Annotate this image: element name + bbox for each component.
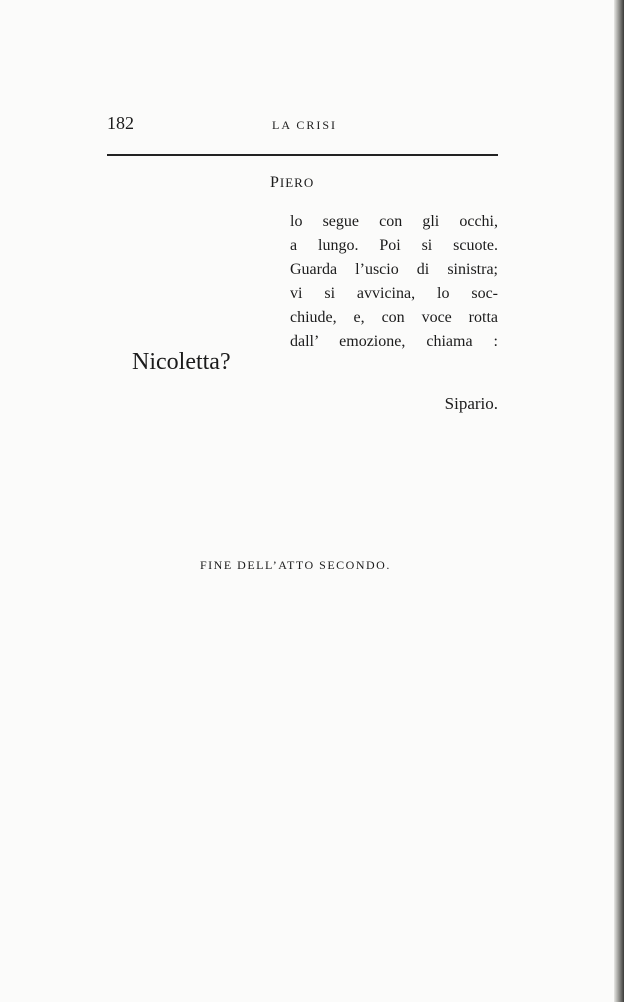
- stage-direction-line: dall’ emozione, chiama :: [290, 333, 498, 350]
- speaker-name: [270, 174, 314, 192]
- dialogue-line: Nicoletta?: [132, 349, 231, 375]
- header-rule: [107, 154, 498, 156]
- curtain-direction: Sipario.: [444, 394, 498, 413]
- speaker-rest: IERO: [279, 175, 315, 190]
- stage-direction-line: chiude, e, con voce rotta: [290, 309, 498, 326]
- speaker-initial: P: [270, 174, 280, 191]
- page-edge-shadow: [614, 0, 624, 1002]
- stage-direction-line: lo segue con gli occhi,: [290, 213, 498, 230]
- stage-direction: [290, 210, 498, 354]
- stage-direction-line: vi si avvicina, lo soc-: [290, 285, 498, 302]
- page-header: [107, 113, 498, 139]
- end-of-act: FINE DELL’ATTO SECONDO.: [200, 558, 391, 572]
- stage-direction-line: Guarda l’uscio di sinistra;: [290, 261, 498, 278]
- page-number: 182: [107, 113, 134, 133]
- stage-direction-line: a lungo. Poi si scuote.: [290, 237, 498, 254]
- running-title: LA CRISI: [272, 118, 338, 132]
